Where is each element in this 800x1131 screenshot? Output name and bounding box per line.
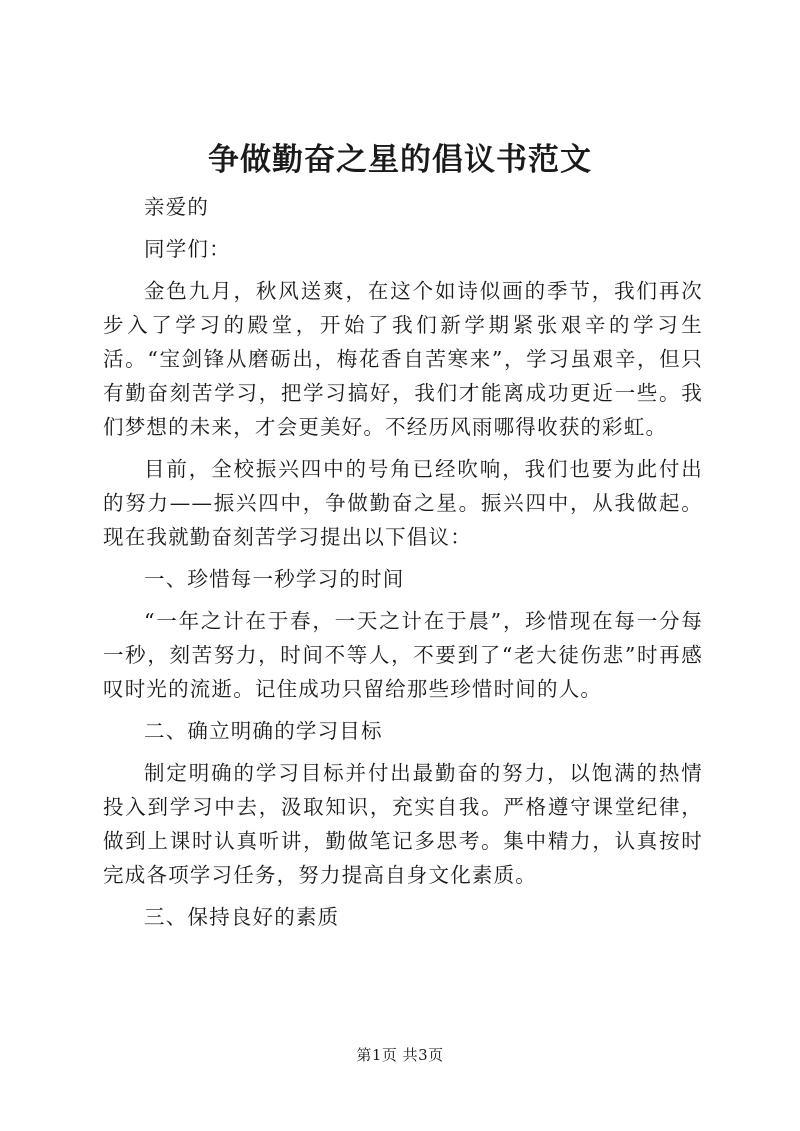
salutation-line-1: 亲爱的	[144, 195, 210, 219]
salutation-line-2: 同学们：	[144, 237, 231, 261]
document-body	[103, 190, 703, 942]
document-title: 争做勤奋之星的倡议书范文	[208, 142, 592, 178]
section-heading-2: 二、确立明确的学习目标	[144, 719, 383, 743]
section-heading-3: 三、保持良好的素质	[144, 905, 340, 929]
page-number-footer: 第1页 共3页	[356, 1046, 444, 1064]
paragraph-section-2: 制定明确的学习目标并付出最勤奋的努力，以饱满的热情投入到学习中去，汲取知识，充实自我。严格遵守课堂纪律，做到上课时认真听讲，勤做笔记多思考。集中精力，认真按时完成各项学习任务，努力提高自身文化素质。	[103, 761, 703, 887]
paragraph-intro: 金色九月，秋风送爽，在这个如诗似画的季节，我们再次步入了学习的殿堂，开始了我们新学期紧张艰辛的学习生活。“宝剑锋从磨砺出，梅花香自苦寒来”，学习虽艰辛，但只有勤奋刻苦学习，把学习搞好，我们才能离成功更近一些。我们梦想的未来，才会更美好。不经历风雨哪得收获的彩虹。	[103, 279, 703, 439]
paragraph-current: 目前，全校振兴四中的号角已经吹响，我们也要为此付出的努力——振兴四中，争做勤奋之星。振兴四中，从我做起。现在我就勤奋刻苦学习提出以下倡议：	[103, 457, 703, 549]
section-heading-1: 一、珍惜每一秒学习的时间	[144, 567, 405, 591]
paragraph-section-1: “一年之计在于春，一天之计在于晨”，珍惜现在每一分每一秒，刻苦努力，时间不等人，不要到了“老大徒伤悲”时再感叹时光的流逝。记住成功只留给那些珍惜时间的人。	[103, 609, 703, 701]
